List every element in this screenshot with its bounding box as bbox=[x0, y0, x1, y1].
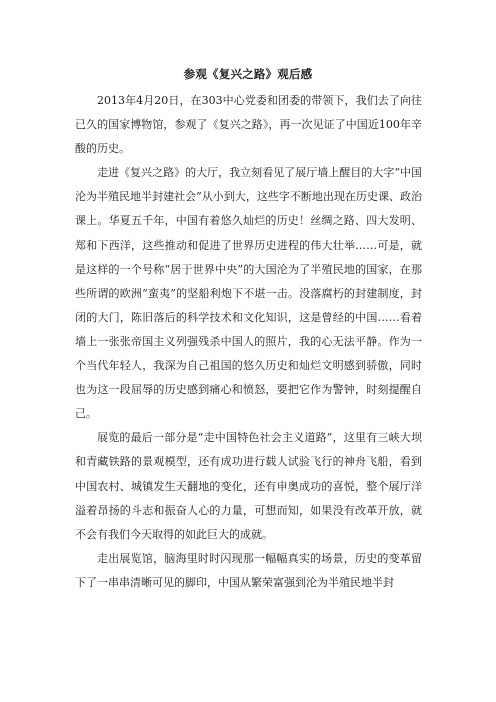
document-body bbox=[75, 89, 422, 595]
paragraph-exhibition-hall: 走进《复兴之路》的大厅，我立刻看见了展厅墙上醒目的大字“中国沦为半殖民地半封建社会”从小到大，这些字不断地出现在历史课、政治课上。华夏五千年，中国有着悠久灿烂的历史！丝绸之路、四大发明、郑和下西洋，这些推动和促进了世界历史进程的伟大壮举……可是，就是这样的一个号称“居于世界中央”的大国沦为了半殖民地的国家，在那些所谓的欧洲“蛮夷”的坚船利炮下不堪一击。没落腐朽的封建制度，封闭的大门，陈旧落后的科学技术和文化知识，这是曾经的中国……看着墙上一张张帝国主义列强残杀中国人的照片，我的心无法平静。作为一个当代年轻人，我深为自己祖国的悠久历史和灿烂文明感到骄傲，同时也为这一段屈辱的历史感到痛心和愤怒，要把它作为警钟，时刻提醒自己。 bbox=[75, 166, 422, 421]
paragraph-visit-intro: 2013年4月20日，在303中心党委和团委的带领下，我们去了向往已久的国家博物馆，参观了《复兴之路》，再一次见证了中国近100年辛酸的历史。 bbox=[75, 94, 422, 156]
paragraph-socialism-road: 展览的最后一部分是“走中国特色社会主义道路”，这里有三峡大坝和青藏铁路的景观模型，还有成功进行载人试验飞行的神舟飞船，看到中国农村、城镇发生天翻地的变化，还有申奥成功的喜悦，整个展厅洋溢着昂扬的斗志和振奋人心的力量，可想而知，如果没有改革开放，就不会有我们今天取得的如此巨大的成就。 bbox=[75, 431, 422, 541]
paragraph-leaving-hall: 走出展览馆，脑海里时时闪现那一幅幅真实的场景，历史的变革留下了一串串清晰可见的脚印，中国从繁荣富强到沦为半殖民地半封 bbox=[75, 551, 422, 589]
document-title: 参观《复兴之路》观后感 bbox=[183, 67, 313, 81]
